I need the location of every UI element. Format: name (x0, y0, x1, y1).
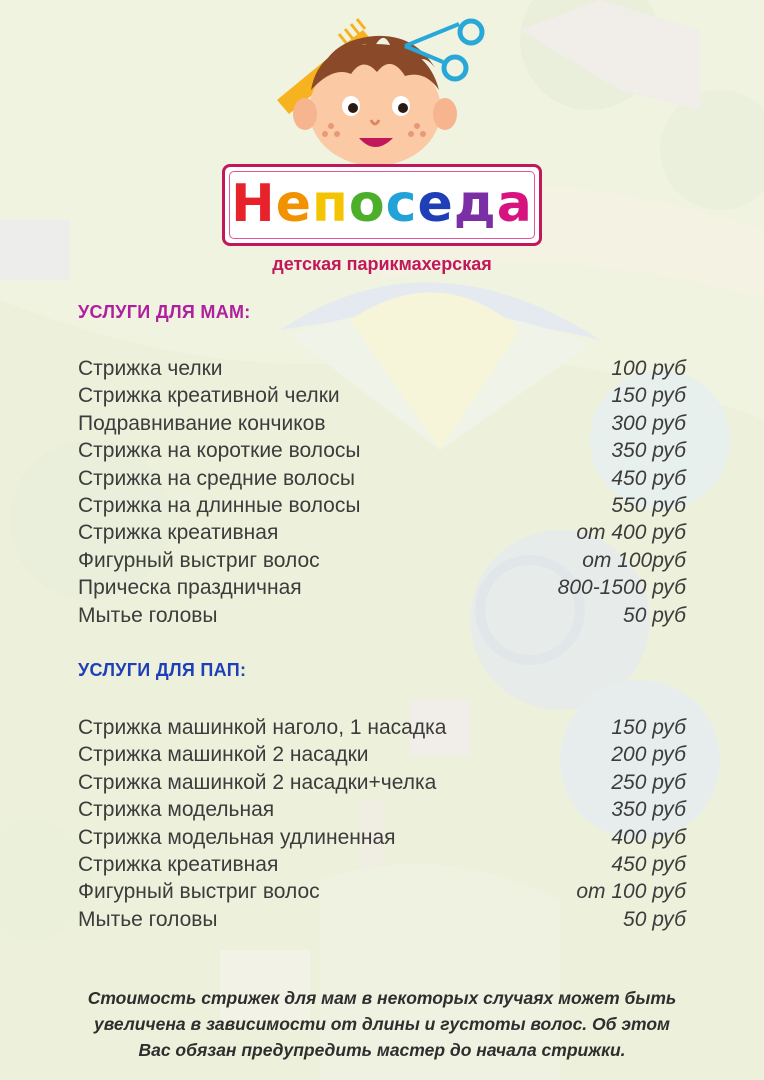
moms-section-title: УСЛУГИ ДЛЯ МАМ: (78, 302, 251, 322)
service-price: 800-1500 руб (557, 576, 686, 600)
logo-letter: с (385, 174, 418, 234)
service-price: 150 руб (611, 716, 686, 739)
service-name: Стрижка на средние волосы (78, 466, 355, 490)
dads-price-list (78, 714, 686, 933)
logo-letter: е (275, 174, 312, 234)
logo-subtitle: детская парикмахерская (272, 254, 492, 274)
service-name: Стрижка машинкой 2 насадки+челка (78, 770, 437, 794)
price-row (78, 878, 686, 905)
price-row (78, 714, 686, 741)
service-name: Прическа праздничная (78, 576, 302, 600)
price-row (78, 824, 686, 851)
logo-letter: е (417, 174, 454, 234)
note-line: Стоимость стрижек для мам в некоторых случаях может быть (87, 988, 677, 1008)
price-row (78, 437, 686, 464)
service-name: Стрижка креативная (78, 521, 279, 545)
service-name: Подравнивание кончиков (78, 411, 326, 435)
logo-letter: о (348, 174, 386, 234)
service-price: 350 руб (611, 798, 686, 822)
service-name: Стрижка машинкой 2 насадки (78, 743, 369, 767)
price-row (78, 906, 686, 933)
price-row (78, 355, 686, 382)
price-row (78, 574, 686, 601)
service-name: Фигурный выстриг волос (78, 880, 320, 904)
service-name: Стрижка машинкой наголо, 1 насадка (78, 716, 447, 739)
service-price: 200 руб (611, 743, 686, 767)
price-row (78, 796, 686, 823)
service-price: 400 руб (611, 825, 686, 849)
price-row (78, 547, 686, 574)
service-price: 250 руб (611, 770, 686, 794)
service-name: Стрижка модельная удлиненная (78, 825, 396, 849)
note-line: увеличена в зависимости от длины и густоты волос. Об этом (94, 1014, 670, 1034)
service-price: 450 руб (611, 852, 686, 876)
logo-letter: Н (231, 174, 276, 234)
price-row (78, 769, 686, 796)
service-price: от 100руб (582, 548, 686, 572)
price-row (78, 492, 686, 519)
price-row (78, 465, 686, 492)
logo-letter: а (496, 174, 533, 234)
moms-price-list (78, 355, 686, 629)
logo-letter: д (453, 174, 497, 234)
price-row (78, 741, 686, 768)
service-name: Стрижка на короткие волосы (78, 439, 361, 463)
service-price: 50 руб (623, 603, 686, 627)
price-note (40, 985, 724, 1063)
service-name: Стрижка челки (78, 357, 223, 380)
service-price: 300 руб (611, 411, 686, 435)
price-row (78, 851, 686, 878)
service-price: от 400 руб (576, 521, 686, 545)
logo-wordmark (225, 169, 539, 239)
service-name: Стрижка креативной челки (78, 384, 340, 408)
service-price: 150 руб (611, 384, 686, 408)
dads-section-title: УСЛУГИ ДЛЯ ПАП: (78, 660, 247, 680)
service-price: от 100 руб (576, 880, 686, 904)
logo (222, 164, 542, 246)
mascot-illustration (265, 10, 495, 170)
service-price: 350 руб (611, 439, 686, 463)
service-name: Мытье головы (78, 907, 218, 931)
service-price: 100 руб (611, 357, 686, 380)
service-name: Фигурный выстриг волос (78, 548, 320, 572)
service-price: 50 руб (623, 907, 686, 931)
service-name: Стрижка на длинные волосы (78, 493, 361, 517)
service-name: Мытье головы (78, 603, 218, 627)
price-row (78, 602, 686, 629)
price-row (78, 410, 686, 437)
logo-letter: п (311, 174, 349, 234)
service-name: Стрижка модельная (78, 798, 275, 822)
service-name: Стрижка креативная (78, 852, 279, 876)
service-price: 450 руб (611, 466, 686, 490)
price-row (78, 519, 686, 546)
service-price: 550 руб (611, 493, 686, 517)
note-line: Вас обязан предупредить мастер до начала стрижки. (138, 1040, 626, 1060)
price-row (78, 382, 686, 409)
